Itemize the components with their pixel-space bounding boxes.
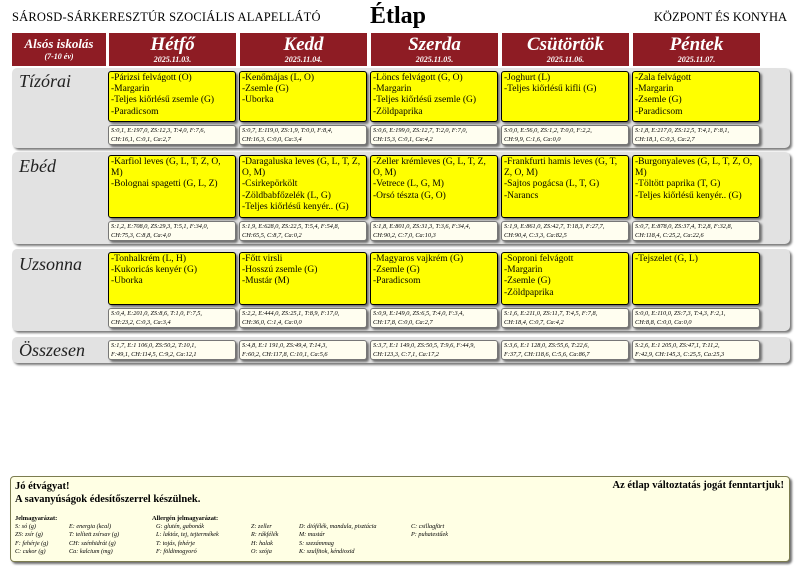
menu-item: -Bolognai spagetti (G, L, Z) [111,179,218,190]
menu-item: -Zsemle (G) [635,95,682,106]
menu-item: -Margarin [373,84,412,95]
allergen-entry: O: szója [251,548,272,556]
nutrition-line: S:0,7, E:119,0, ZS:1,9, T:0,0, F:8,4, [242,127,333,134]
nutrition-line: CH:16,1, C:0,1, Ca:2,7 [111,135,171,143]
allergen-entry: R: rákfélék [251,531,279,539]
menu-box-ebed-friday [632,155,760,218]
menu-box-tizorai-wednesday [370,71,498,122]
menu-item: -Teljes kiőrlésű zsemle (G) [373,95,477,106]
meal-label-tizorai: Tízórai [19,71,72,91]
menu-item: -Tejszelet (G, L) [635,254,698,264]
menu-item: -Paradicsom [635,106,683,117]
header-right-text: KÖZPONT ÉS KONYHA [653,10,787,24]
day-date: 2025.11.06. [546,55,585,64]
nutrition-line: S:0,1, E:197,0, ZS:12,3, T:4,0, F:7,6, [111,127,206,134]
day-name: Szerda [408,34,461,55]
bon-appetit-text: Jó étvágyat! [15,481,70,492]
menu-item: -Főtt virsli [242,254,283,264]
allergen-entry: M: mustár [299,531,325,539]
menu-item: -Margarin [504,265,543,276]
nutrition-line: S:0,7, E:878,0, ZS:37,4, T:2,8, F:32,8, [635,223,733,230]
menu-item: -Soproni felvágott [504,254,574,264]
nutrition-box-ebed-monday [108,221,236,241]
footer-message [15,480,200,506]
nutrition-line: CH:90,4, C:3,3, Ca:82,5 [504,231,567,239]
menu-box-ebed-thursday [501,155,629,218]
total-box-wednesday [370,340,498,360]
allergen-entry: P: puhatestűek [411,531,448,539]
menu-item: -Zsemle (G) [373,265,420,276]
menu-item: -Zala felvágott [635,73,692,83]
menu-item: -Daragaluska leves (G, L, T, Z, O, M) [242,157,361,179]
nutrition-line: S:0,9, E:149,0, ZS:6,5, T:4,0, F:3,4, [373,310,464,317]
nutrition-line: CH:118,4, C:25,2, Ca:22,6 [635,231,704,239]
menu-box-tizorai-thursday [501,71,629,122]
total-line: F:60,2, CH:117,8, C:10,1, Ca:5,6 [242,350,328,358]
allergen-entry: D: diófélék, mandula, pisztácia [299,523,377,530]
day-name: Csütörtök [526,34,605,55]
menu-box-ebed-wednesday [370,155,498,218]
day-date: 2025.11.05. [415,55,454,64]
nutrition-box-uzsonna-tuesday [239,308,367,328]
school-label: Alsós iskolás [24,36,94,51]
allergen-entry: Z: zeller [251,523,272,530]
nutrition-line: S:1,8, E:217,0, ZS:12,5, T:4,1, F:8,1, [635,127,730,134]
legend-title: Jelmagyarázat: [15,515,58,522]
day-header-tuesday [240,33,367,66]
nutrition-line: S:0,0, E:110,0, ZS:7,3, T:4,3, F:2,1, [635,310,726,317]
menu-box-tizorai-friday [632,71,760,122]
menu-item: -Zöldpaprika [373,106,423,117]
day-header-friday [633,33,760,66]
meal-label-uzsonna: Uzsonna [19,254,83,274]
nutrition-box-tizorai-tuesday [239,125,367,145]
nutrition-box-tizorai-wednesday [370,125,498,145]
allergen-entry: S: szezámmag [299,539,334,547]
menu-item: -Csirkepörkölt [242,179,298,190]
nutrition-line: CH:36,0, C:1,4, Ca:0,0 [242,318,302,326]
legend-entry: T: telített zsírsav (g) [69,531,120,539]
day-date: 2025.11.07. [677,55,716,64]
total-box-monday [108,340,236,360]
nutrition-box-uzsonna-wednesday [370,308,498,328]
day-date: 2025.11.04. [284,55,323,64]
menu-item: -Narancs [504,190,539,201]
legend-entry: CH: szénhidrát (g) [69,539,116,547]
nutrition-box-ebed-wednesday [370,221,498,241]
menu-item: -Töltött paprika (T, G) [635,179,721,190]
allergen-entry: C: csillagfürt [411,523,445,530]
nutrition-line: CH:9,9, C:1,6, Ca:0,0 [504,135,561,143]
nutrition-box-uzsonna-monday [108,308,236,328]
nutrition-box-tizorai-thursday [501,125,629,145]
menu-item: -Tonhalkrém (L, H) [111,254,187,264]
menu-item: -Joghurt (L) [504,73,551,83]
nutrition-line: CH:18,1, C:0,3, Ca:2,7 [635,135,695,143]
nutrition-line: CH:65,5, C:8,7, Ca:0,2 [242,231,302,239]
nutrition-line: CH:75,3, C:8,8, Ca:4,0 [111,231,171,239]
menu-item: -Margarin [635,84,674,95]
sweetener-note: A savanyúságok édesítőszerrel készülnek. [15,494,201,505]
menu-item: -Uborka [111,276,143,287]
legend-column [69,523,119,557]
meal-label-ebed: Ebéd [19,156,56,176]
menu-item: -Karfiol leves (G, L, T, Z, O, M) [111,157,221,179]
menu-box-tizorai-tuesday [239,71,367,122]
menu-item: -Zsemle (G) [504,276,551,287]
nutrition-line: CH:18,4, C:0,7, Ca:4,2 [504,318,564,326]
menu-box-ebed-tuesday [239,155,367,218]
menu-item: -Kukoricás kenyér (G) [111,265,197,276]
menu-item: -Löncs felvágott (G, O) [373,73,463,83]
nutrition-line: CH:17,8, C:0,0, Ca:2,7 [373,318,433,326]
menu-item: -Burgonyaleves (G, L, T, Z, O, M) [635,157,753,179]
total-box-friday [632,340,760,360]
menu-box-uzsonna-wednesday [370,252,498,305]
school-age-range: (7-10 év) [44,52,74,61]
allergen-entry: H: halak [251,539,273,547]
menu-item: -Teljes kiőrlésű kenyér.. (G) [242,201,349,212]
nutrition-line: S:0,4, E:201,0, ZS:8,6, T:1,0, F:7,5, [111,310,202,317]
menu-box-uzsonna-monday [108,252,236,305]
day-header-thursday [502,33,629,66]
allergen-column [251,523,278,557]
menu-item: -Margarin [111,84,150,95]
day-header-monday [109,33,236,66]
menu-box-uzsonna-friday [632,252,760,305]
menu-item: -Teljes kiőrlésű zsemle (G) [111,95,215,106]
nutrition-line: S:1,6, E:211,0, ZS:11,7, T:4,5, F:7,8, [504,310,598,317]
menu-item: -Sajtos pogácsa (L, T, G) [504,179,600,190]
total-line: F:42,9, CH:145,3, C:25,5, Ca:25,3 [635,350,725,358]
nutrition-line: S:1,9, E:861,0, ZS:42,7, T:18,3, F:27,7, [504,223,605,230]
nutrition-box-tizorai-monday [108,125,236,145]
nutrition-line: S:1,9, E:628,0, ZS:22,5, T:5,4, F:54,8, [242,223,340,230]
menu-item: -Zeller krémleves (G, L, T, Z, O, M) [373,157,486,179]
nutrition-line: CH:16,3, C:0,0, Ca:3,4 [242,135,302,143]
nutrition-line: S:2,2, E:444,0, ZS:25,1, T:8,9, F:17,0, [242,310,340,317]
menu-item: -Uborka [242,95,274,106]
legend-entry: S: só (g) [15,523,36,530]
legend-entry: E: energia (kcal) [69,523,112,530]
total-line: S:3,6, E:1 128,0, ZS:55,6, T:22,6, [504,342,590,349]
total-box-tuesday [239,340,367,360]
allergen-legend-title: Allergén jelmagyarázat: [152,515,219,522]
total-label: Összesen [19,340,85,360]
day-name: Kedd [283,34,324,55]
menu-box-tizorai-monday [108,71,236,122]
nutrition-line: CH:23,2, C:0,3, Ca:3,4 [111,318,171,326]
page-title: Étlap [370,3,427,29]
total-line: S:2,6, E:1 205,0, ZS:47,1, T:11,2, [635,342,720,349]
legend-entry: Ca: kalcium (mg) [69,548,113,556]
change-disclaimer: Az étlap változtatás jogát fenntartjuk! [612,480,784,491]
total-line: S:3,7, E:1 149,0, ZS:50,5, T:9,6, F:44,9, [373,342,475,349]
nutrition-box-ebed-tuesday [239,221,367,241]
organization-name: SÁROSD-SÁRKERESZTÚR SZOCIÁLIS ALAPELLÁTÓ [12,10,321,24]
nutrition-box-uzsonna-friday [632,308,760,328]
total-box-thursday [501,340,629,360]
legend-column [15,523,48,557]
total-line: F:49,1, CH:114,5, C:9,2, Ca:12,1 [111,350,197,358]
nutrition-line: S:0,0, E:56,0, ZS:1,2, T:0,0, F:2,2, [504,127,592,134]
menu-item: -Paradicsom [111,106,159,117]
menu-item: -Vetrece (L, G, M) [373,179,444,190]
menu-box-uzsonna-thursday [501,252,629,305]
menu-item: -Frankfurti hamis leves (G, T, Z, O, M) [504,157,618,179]
day-name: Hétfő [150,34,195,55]
menu-item: -Orsó tészta (G, O) [373,190,446,201]
allergen-entry: F: földimogyoró [156,548,197,556]
allergen-entry: K: szulfitok, kéndioxid [299,548,355,556]
allergen-entry: T: tojás, fehérje [156,539,196,547]
day-name: Péntek [669,34,724,55]
nutrition-line: S:1,8, E:801,0, ZS:31,3, T:3,6, F:34,4, [373,223,471,230]
menu-box-ebed-monday [108,155,236,218]
nutrition-box-ebed-friday [632,221,760,241]
nutrition-box-ebed-thursday [501,221,629,241]
menu-item: -Zöldpaprika [504,287,554,298]
nutrition-line: CH:15,3, C:0,1, Ca:4,2 [373,135,433,143]
total-line: CH:123,3, C:7,1, Ca:17,2 [373,350,439,358]
menu-item: -Teljes kiőrlésű kifli (G) [504,84,597,95]
nutrition-box-uzsonna-thursday [501,308,629,328]
menu-item: -Hosszú zsemle (G) [242,265,318,276]
school-age-header [12,33,106,66]
menu-item: -Paradicsom [373,276,421,287]
menu-item: -Zsemle (G) [242,84,289,95]
legend-entry: ZS: zsír (g) [15,531,43,539]
legend-entry: F: fehérje (g) [15,539,49,547]
allergen-column [411,523,448,540]
menu-item: -Párizsi felvágott (O) [111,73,192,83]
allergen-entry: L: laktóz, tej, tejtermékek [156,531,219,539]
menu-box-uzsonna-tuesday [239,252,367,305]
total-line: S:1,7, E:1 106,0, ZS:50,2, T:10,1, [111,342,197,349]
allergen-column [299,523,377,557]
footer-panel [10,476,790,562]
menu-item: -Mustár (M) [242,276,290,287]
total-line: F:37,7, CH:118,6, C:5,6, Ca:86,7 [504,350,590,358]
allergen-column [156,523,219,557]
allergen-entry: G: glutén, gabonák [156,523,204,530]
menu-item: -Magyaros vajkrém (G) [373,254,464,264]
nutrition-line: CH:8,8, C:0,0, Ca:0,0 [635,318,692,326]
legend-entry: C: cukor (g) [15,548,46,556]
nutrition-line: S:1,2, E:708,0, ZS:29,3, T:5,1, F:34,0, [111,223,209,230]
day-header-wednesday [371,33,498,66]
menu-item: -Zöldbabfőzelék (L, G) [242,190,331,201]
nutrition-line: S:0,6, E:199,0, ZS:12,7, T:2,0, F:7,0, [373,127,468,134]
menu-item: -Teljes kiőrlésű kenyér.. (G) [635,190,742,201]
total-line: S:4,8, E:1 191,0, ZS:49,4, T:14,3, [242,342,328,349]
menu-item: -Kenőmájas (L, O) [242,73,315,83]
nutrition-line: CH:90,2, C:7,0, Ca:10,3 [373,231,436,239]
nutrition-box-tizorai-friday [632,125,760,145]
day-date: 2025.11.03. [153,55,192,64]
